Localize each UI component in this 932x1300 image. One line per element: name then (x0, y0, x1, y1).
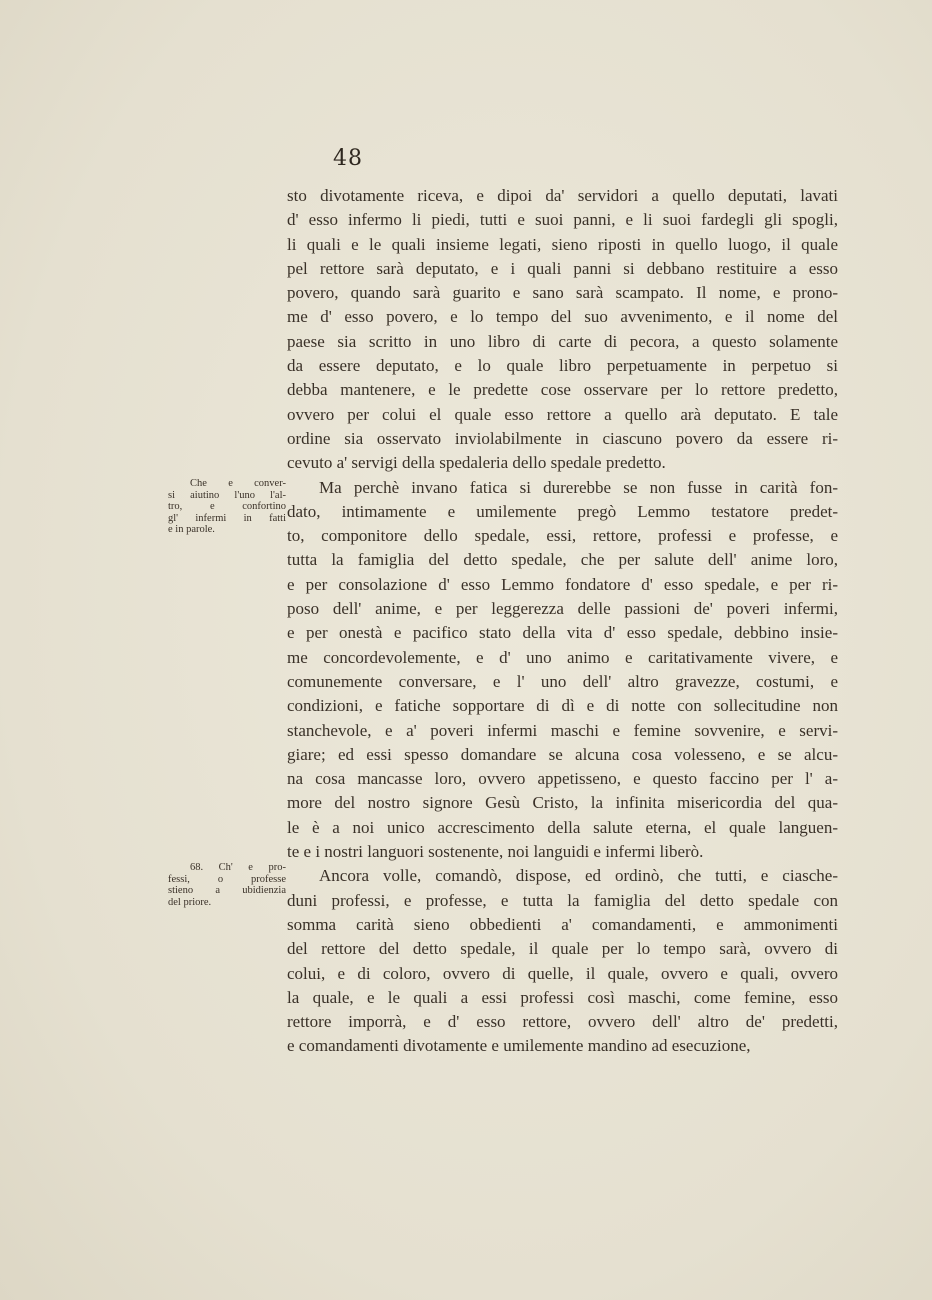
paragraph-3 (287, 864, 838, 1058)
paragraph-1-line: da essere deputato, e lo quale libro perpetuamente in perpetuo si (287, 356, 838, 376)
paragraph-1 (287, 184, 838, 476)
paragraph-2-line: e per consolazione d' esso Lemmo fondatore d' esso spedale, e per ri- (287, 574, 838, 594)
side-note-2-line: fessi, o professe (168, 873, 286, 885)
side-note-2-line: 68. Ch' e pro- (190, 862, 286, 873)
paragraph-1-line: pel rettore sarà deputato, e i quali panni si debbano restituire a esso (287, 258, 838, 278)
paragraph-2-line: giare; ed essi spesso domandare se alcuna cosa volesseno, e se alcu- (287, 744, 838, 764)
paragraph-3-line: la quale, e le quali a essi professi così maschi, come femine, esso (287, 987, 838, 1007)
paragraph-2 (287, 476, 838, 865)
paragraph-1-line: sto divotamente riceva, e dipoi da' servidori a quello deputati, lavati (287, 186, 838, 205)
paragraph-1-line: debba mantenere, e le predette cose osservare per lo rettore predetto, (287, 380, 838, 400)
paragraph-1-line: li quali e le quali insieme legati, sieno riposti in quello luogo, il quale (287, 234, 838, 254)
side-note-2-line: del priore. (168, 896, 212, 908)
paragraph-1-line: me d' esso povero, e lo tempo del suo avvenimento, e il nome del (287, 307, 838, 327)
side-note-1-line: gl' infermi in fatti (168, 512, 286, 524)
paragraph-2-line: more del nostro signore Gesù Cristo, la infinita misericordia del qua- (287, 793, 838, 813)
side-note-1-line: tro, e confortino (168, 501, 286, 512)
paragraph-2-line: e per onestà e pacifico stato della vita d' esso spedale, debbino insie- (287, 623, 838, 643)
paragraph-2-line: tutta la famiglia del detto spedale, che per salute dell' anime loro, (287, 550, 838, 570)
paragraph-2-line: Ma perchè invano fatica si durerebbe se non fusse in carità fon- (319, 477, 838, 497)
paragraph-3-line: e comandamenti divotamente e umilemente mandino ad esecuzione, (287, 1036, 751, 1056)
side-note-2-line: stieno a ubidienzia (168, 885, 286, 896)
side-note-obedience (168, 862, 286, 908)
paragraph-2-line: te e i nostri languori sostenente, noi languidi e infermi liberò. (287, 842, 704, 862)
paragraph-1-line: paese sia scritto in uno libro di carte di pecora, a questo solamente (287, 331, 838, 351)
side-note-1-line: Che e conver- (190, 478, 286, 489)
page-number: 48 (333, 146, 363, 171)
side-note-conversi (168, 478, 286, 536)
paragraph-3-line: rettore imporrà, e d' esso rettore, ovvero dell' altro de' predetti, (287, 1012, 838, 1032)
paragraph-3-line: del rettore del detto spedale, il quale per lo tempo sarà, ovvero di (287, 939, 838, 959)
paragraph-1-line: ovvero per colui el quale esso rettore a quello arà deputato. E tale (287, 404, 838, 424)
paragraph-2-line: comunemente conversare, e l' uno dell' altro gravezze, costumi, e (287, 671, 838, 691)
paragraph-2-line: le è a noi unico accrescimento della salute eterna, el quale languen- (287, 817, 838, 837)
paragraph-2-line: condizioni, e fatiche sopportare di dì e di notte con sollecitudine non (287, 696, 838, 716)
paragraph-3-line: Ancora volle, comandò, dispose, ed ordinò, che tutti, e ciasche- (319, 866, 838, 886)
paragraph-1-line: d' esso infermo li piedi, tutti e suoi panni, e li suoi fardegli gli spogli, (287, 210, 838, 230)
paragraph-3-line: colui, e di coloro, ovvero di quelle, il quale, ovvero e quali, ovvero (287, 963, 838, 983)
paragraph-2-line: poso dell' anime, e per leggerezza delle passioni de' poveri infermi, (287, 599, 838, 619)
paragraph-2-line: stanchevole, e a' poveri infermi maschi e femine sovvenire, e servi- (287, 720, 838, 740)
paragraph-1-line: povero, quando sarà guarito e sano sarà scampato. Il nome, e prono- (287, 283, 838, 303)
side-note-1-line: si aiutino l'uno l'al- (168, 489, 286, 501)
paragraph-2-line: me concordevolemente, e d' uno animo e caritativamente vivere, e (287, 647, 838, 667)
paragraph-3-line: somma carità sieno obbedienti a' comandamenti, e ammonimenti (287, 914, 838, 934)
main-text-block (287, 184, 838, 1059)
paragraph-2-line: na cosa mancasse loro, ovvero appetisseno, e questo faccino per l' a- (287, 769, 838, 789)
paragraph-2-line: to, componitore dello spedale, essi, rettore, professi e professe, e (287, 526, 838, 546)
paragraph-1-line: cevuto a' servigi della spedaleria dello spedale predetto. (287, 453, 666, 473)
paragraph-3-line: duni professi, e professe, e tutta la famiglia del detto spedale con (287, 890, 838, 910)
paragraph-1-line: ordine sia osservato inviolabilmente in ciascuno povero da essere ri- (287, 428, 838, 448)
paragraph-2-line: dato, intimamente e umilemente pregò Lemmo testatore predet- (287, 501, 838, 521)
side-note-1-line: e in parole. (168, 524, 215, 535)
